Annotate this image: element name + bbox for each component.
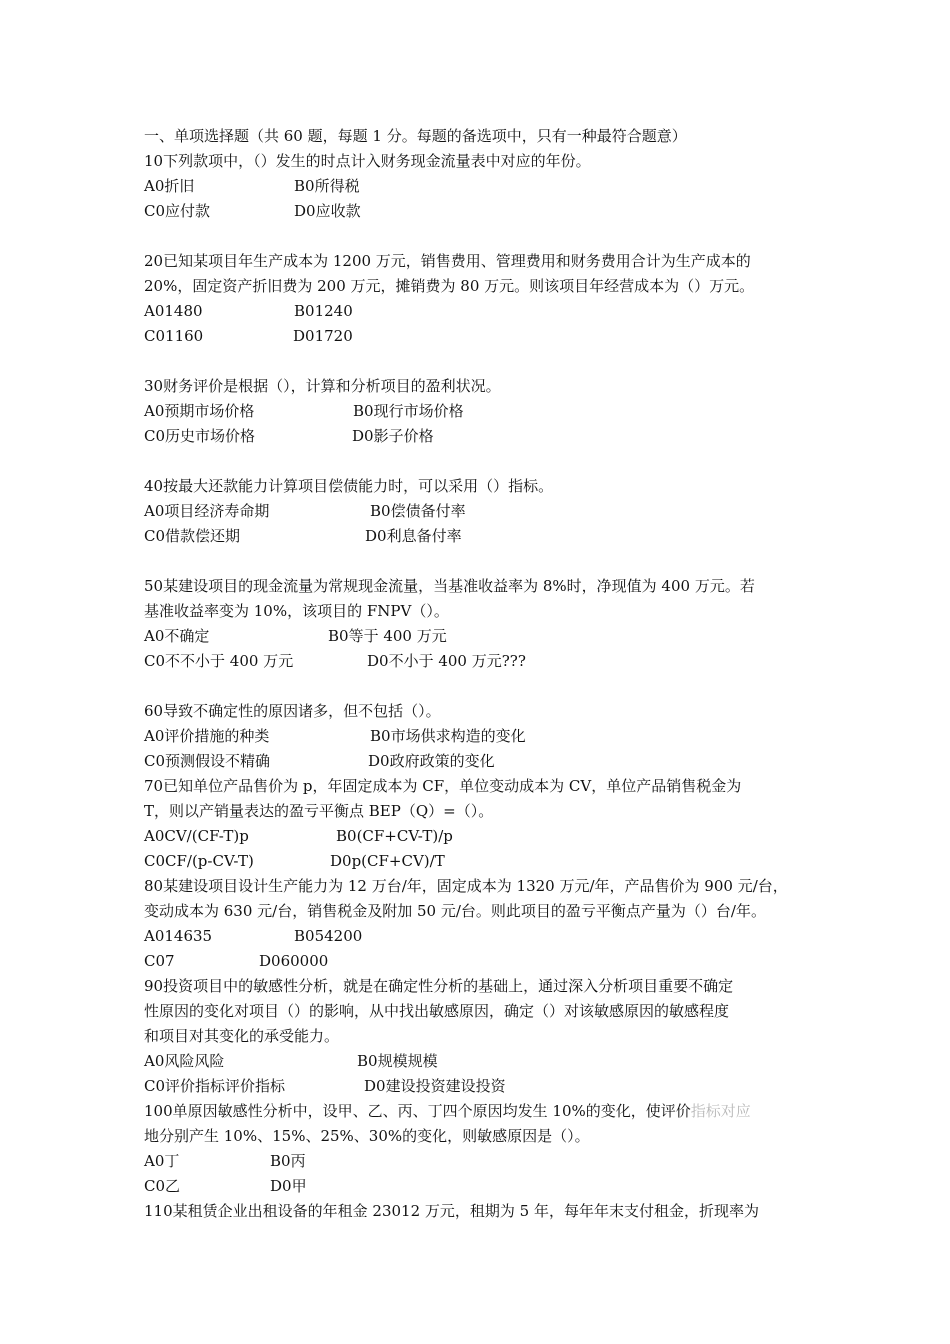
option-a: A0折旧 <box>144 177 195 195</box>
option-a: A0风险风险 <box>144 1052 225 1070</box>
question-text-main: 100单原因敏感性分析中，设甲、乙、丙、丁四个原因均发生 10%的变化，使评价 <box>144 1102 691 1120</box>
options-row <box>144 174 824 199</box>
option-c: C0借款偿还期 <box>144 527 241 545</box>
option-b: B054200 <box>294 927 363 945</box>
option-b: B0偿债备付率 <box>370 502 466 520</box>
question-2 <box>144 249 824 374</box>
option-d: D0建设投资建设投资 <box>364 1077 506 1095</box>
question-10 <box>144 1099 824 1199</box>
option-d: D01720 <box>293 327 353 345</box>
options-row <box>144 299 824 324</box>
option-a: A0CV/(CF-T)p <box>144 827 249 845</box>
question-1 <box>144 149 824 249</box>
options-row <box>144 924 824 949</box>
option-c: C01160 <box>144 327 204 345</box>
question-text: 80某建设项目设计生产能力为 12 万台/年，固定成本为 1320 万元/年，产品售价为 900 元/台， <box>144 877 788 895</box>
question-text: 110某租赁企业出租设备的年租金 23012 万元，租期为 5 年，每年年末支付租金，折现率为 <box>144 1202 759 1220</box>
options-row <box>144 524 824 549</box>
option-b: B01240 <box>294 302 353 320</box>
option-a: A0不确定 <box>144 627 210 645</box>
options-row <box>144 1174 824 1199</box>
options-row <box>144 1074 824 1099</box>
question-3 <box>144 374 824 474</box>
question-5 <box>144 574 824 699</box>
option-a: A0预期市场价格 <box>144 402 255 420</box>
question-text <box>144 1099 824 1124</box>
option-d: D0甲 <box>270 1177 307 1195</box>
question-text: 70已知单位产品售价为 p，年固定成本为 CF，单位变动成本为 CV，单位产品销售税金为 <box>144 777 742 795</box>
question-text: 变动成本为 630 元/台，销售税金及附加 50 元/台。则此项目的盈亏平衡点产量为（）台/年。 <box>144 902 766 920</box>
question-text: 20%，固定资产折旧费为 200 万元，摊销费为 80 万元。则该项目年经营成本为（）万元。 <box>144 277 755 295</box>
option-d: D060000 <box>259 952 329 970</box>
question-text: T，则以产销量表达的盈亏平衡点 BEP（Q）=（）。 <box>144 802 494 820</box>
question-text: 30财务评价是根据（），计算和分析项目的盈利状况。 <box>144 377 501 395</box>
options-row <box>144 749 824 774</box>
question-text: 40按最大还款能力计算项目偿债能力时，可以采用（）指标。 <box>144 477 554 495</box>
question-text: 性原因的变化对项目（）的影响，从中找出敏感原因，确定（）对该敏感原因的敏感程度 <box>144 1002 730 1020</box>
options-row <box>144 849 824 874</box>
option-b: B0等于 400 万元 <box>328 627 447 645</box>
document-content <box>144 124 824 1224</box>
option-b: B0市场供求构造的变化 <box>370 727 526 745</box>
options-row <box>144 1149 824 1174</box>
option-c: C0评价指标评价指标 <box>144 1077 286 1095</box>
question-9 <box>144 974 824 1099</box>
option-c: C0历史市场价格 <box>144 427 256 445</box>
question-text: 60导致不确定性的原因诸多，但不包括（）。 <box>144 702 441 720</box>
options-row <box>144 724 824 749</box>
options-row <box>144 624 824 649</box>
option-b: B0所得税 <box>294 177 360 195</box>
option-a: A0项目经济寿命期 <box>144 502 270 520</box>
options-row <box>144 649 824 674</box>
question-text: 地分别产生 10%、15%、25%、30%的变化，则敏感原因是（）。 <box>144 1127 590 1145</box>
option-c: C0CF/(p-CV-T) <box>144 852 254 870</box>
options-row <box>144 499 824 524</box>
question-text: 90投资项目中的敏感性分析，就是在确定性分析的基础上，通过深入分析项目重要不确定 <box>144 977 734 995</box>
option-a: A014635 <box>144 927 213 945</box>
option-d: D0影子价格 <box>352 427 434 445</box>
question-text-faded: 指标对应 <box>690 1102 751 1120</box>
option-c: C07 <box>144 952 175 970</box>
option-b: B0丙 <box>270 1152 306 1170</box>
option-b: B0现行市场价格 <box>353 402 464 420</box>
options-row <box>144 199 824 224</box>
option-c: C0乙 <box>144 1177 181 1195</box>
option-b: B0(CF+CV-T)/p <box>336 827 453 845</box>
option-d: D0利息备付率 <box>365 527 462 545</box>
option-a: A0评价措施的种类 <box>144 727 270 745</box>
question-11 <box>144 1199 824 1224</box>
option-c: C0预测假设不精确 <box>144 752 271 770</box>
question-text: 和项目对其变化的承受能力。 <box>144 1027 340 1045</box>
question-4 <box>144 474 824 574</box>
option-d: D0政府政策的变化 <box>368 752 495 770</box>
option-c: C0不不小于 400 万元 <box>144 652 294 670</box>
question-text: 10下列款项中，（）发生的时点计入财务现金流量表中对应的年份。 <box>144 152 591 170</box>
option-b: B0规模规模 <box>357 1052 438 1070</box>
question-8 <box>144 874 824 974</box>
option-d: D0p(CF+CV)/T <box>330 852 445 870</box>
option-c: C0应付款 <box>144 202 211 220</box>
options-row <box>144 824 824 849</box>
option-d: D0不小于 400 万元??? <box>367 652 526 670</box>
option-a: A01480 <box>144 302 203 320</box>
question-7 <box>144 774 824 874</box>
options-row <box>144 324 824 349</box>
question-text: 基准收益率变为 10%，该项目的 FNPV（）。 <box>144 602 449 620</box>
options-row <box>144 424 824 449</box>
options-row <box>144 399 824 424</box>
option-a: A0丁 <box>144 1152 180 1170</box>
options-row <box>144 1049 824 1074</box>
question-text: 20已知某项目年生产成本为 1200 万元，销售费用、管理费用和财务费用合计为生产成本的 <box>144 252 751 270</box>
section-heading: 一、单项选择题（共 60 题，每题 1 分。每题的备选项中，只有一种最符合题意） <box>144 127 687 145</box>
options-row <box>144 949 824 974</box>
question-text: 50某建设项目的现金流量为常规现金流量，当基准收益率为 8%时，净现值为 400 万元。若 <box>144 577 755 595</box>
option-d: D0应收款 <box>294 202 361 220</box>
question-6 <box>144 699 824 774</box>
